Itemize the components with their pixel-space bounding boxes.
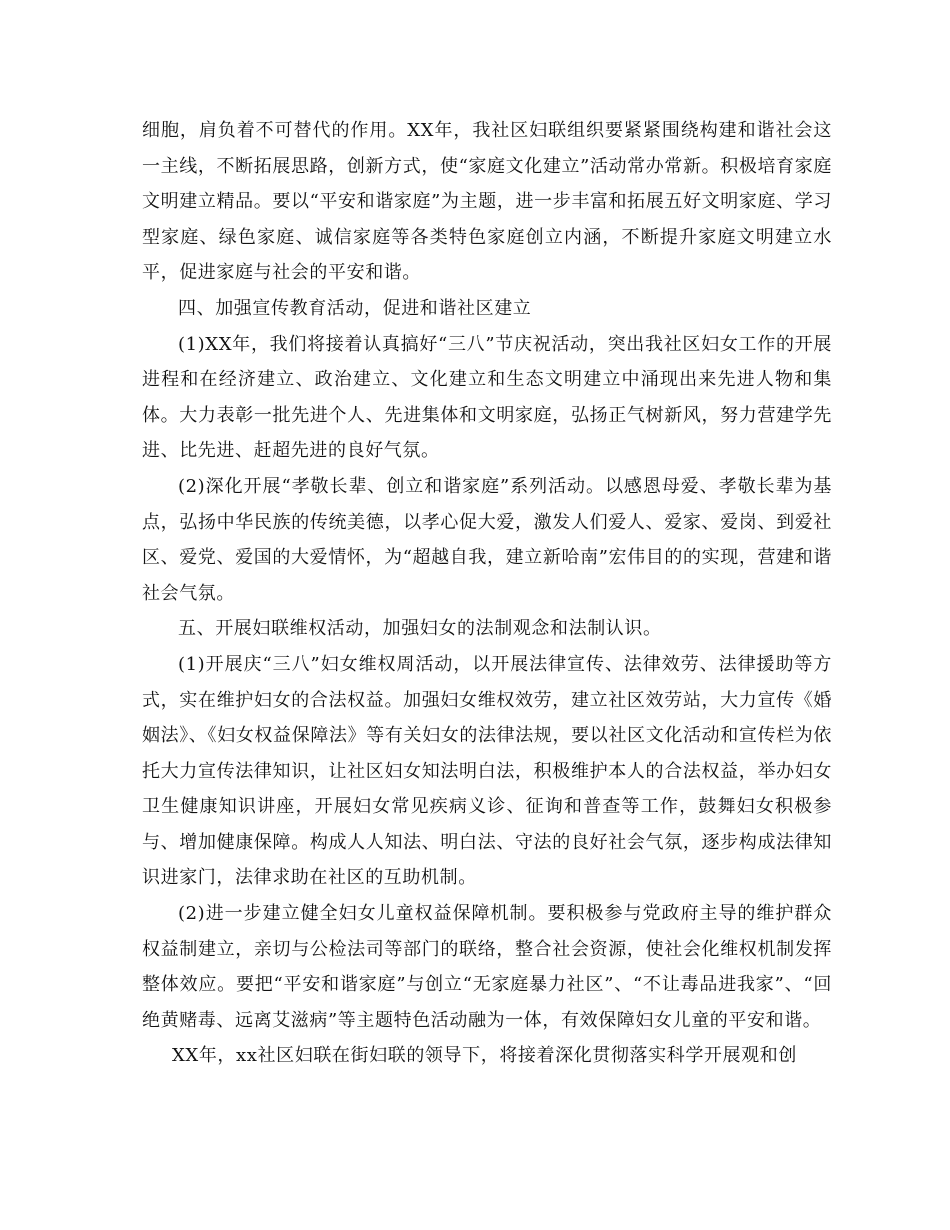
section-heading-5: 五、开展妇联维权活动，加强妇女的法制观念和法制认识。 (178, 618, 662, 640)
document-body (142, 113, 832, 1074)
paragraph-3: (1)XX年，我们将接着认真搞好“三八”节庆祝活动，突出我社区妇女工作的开展进程和在经济建立、政治建立、文化建立和生态文明建立中涌现出来先进人物和集体。大力表彰一批先进个人、先进集体和文明家庭，弘扬正气树新风，努力营建学先进、比先进、赶超先进的良好气氛。 (142, 333, 832, 462)
paragraph-4: (2)深化开展“孝敬长辈、创立和谐家庭”系列活动。以感恩母爱、孝敬长辈为基点，弘扬中华民族的传统美德，以孝心促大爱，激发人们爱人、爱家、爱岗、到爱社区、爱党、爱国的大爱情怀，为“超越自我，建立新哈南”宏伟目的的实现，营建和谐社会气氛。 (142, 475, 832, 604)
section-heading-4: 四、加强宣传教育活动，促进和谐社区建立 (178, 297, 532, 319)
paragraph-1: 细胞，肩负着不可替代的作用。XX年，我社区妇联组织要紧紧围绕构建和谐社会这一主线，不断拓展思路，创新方式，使“家庭文化建立”活动常办常新。积极培育家庭文明建立精品。要以“平安和谐家庭”为主题，进一步丰富和拓展五好文明家庭、学习型家庭、绿色家庭、诚信家庭等各类特色家庭创立内涵，不断提升家庭文明建立水平，促进家庭与社会的平安和谐。 (142, 120, 832, 284)
paragraph-8: XX年，xx社区妇联在街妇联的领导下，将接着深化贯彻落实科学开展观和创 (172, 1045, 797, 1067)
paragraph-7: (2)进一步建立健全妇女儿童权益保障机制。要积极参与党政府主导的维护群众权益制建立，亲切与公检法司等部门的联络，整合社会资源，使社会化维权机制发挥整体效应。要把“平安和谐家庭”与创立“无家庭暴力社区”、“不让毒品进我家”、“回绝黄赌毒、远离艾滋病”等主题特色活动融为一体，有效保障妇女儿童的平安和谐。 (142, 903, 832, 1031)
paragraph-6: (1)开展庆“三八”妇女维权周活动，以开展法律宣传、法律效劳、法律援助等方式，实在维护妇女的合法权益。加强妇女维权效劳，建立社区效劳站，大力宣传《婚姻法》、《妇女权益保障法》等有关妇女的法律法规，要以社区文化活动和宣传栏为依托大力宣传法律知识，让社区妇女知法明白法，积极维护本人的合法权益，举办妇女卫生健康知识讲座，开展妇女常见疾病义诊、征询和普查等工作，鼓舞妇女积极参与、增加健康保障。构成人人知法、明白法、守法的良好社会气氛，逐步构成法律知识进家门，法律求助在社区的互助机制。 (142, 653, 832, 889)
